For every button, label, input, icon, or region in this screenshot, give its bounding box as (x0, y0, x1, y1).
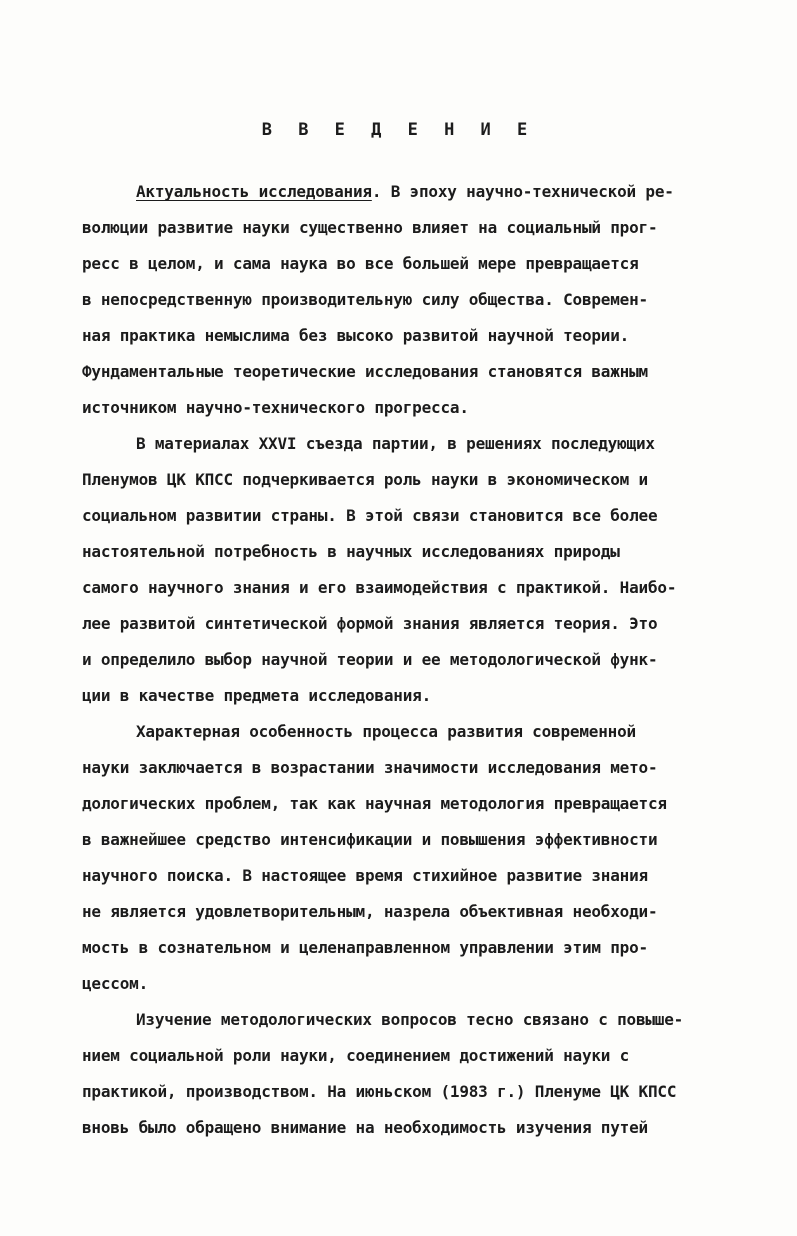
text-line: лее развитой синтетической формой знания является теория. Это (82, 614, 658, 633)
text-line: волюции развитие науки существенно влияет на социальный прог- (82, 218, 658, 237)
text-line: не является удовлетворительным, назрела объективная необходи- (82, 902, 658, 921)
text-line: и определило выбор научной теории и ее методологической функ- (82, 650, 658, 669)
text-line: вновь было обращено внимание на необходимость изучения путей (82, 1118, 648, 1137)
text-line: дологических проблем, так как научная методология превращается (82, 794, 667, 813)
text-line: в важнейшее средство интенсификации и повышения эффективности (82, 830, 658, 849)
text-line (136, 182, 674, 202)
heading-phrase: Актуальность исследования (136, 182, 372, 201)
text-line: ции в качестве предмета исследования. (82, 686, 432, 705)
text-line: в непосредственную производительную силу общества. Современ- (82, 290, 648, 309)
page-title: В В Е Д Е Н И Е (261, 120, 536, 140)
text-line: нием социальной роли науки, соединением достижений науки с (82, 1046, 630, 1065)
text-line: ная практика немыслима без высоко развитой научной теории. (82, 326, 630, 345)
text-line: социальном развитии страны. В этой связи становится все более (82, 506, 658, 525)
text-line: источником научно-технического прогресса. (82, 398, 469, 417)
text-line: ресс в целом, и сама наука во все большей мере превращается (82, 254, 639, 273)
text-line: Изучение методологических вопросов тесно связано с повыше- (136, 1010, 684, 1029)
text-line: цессом. (82, 974, 149, 993)
text-line: самого научного знания и его взаимодействия с практикой. Наибо- (82, 578, 677, 597)
text-line: Пленумов ЦК КПСС подчеркивается роль науки в экономическом и (82, 470, 648, 489)
text-line: настоятельной потребность в научных исследованиях природы (82, 542, 620, 561)
text-line-segment: . В эпоху научно-технической ре- (371, 182, 674, 201)
text-line: Фундаментальные теоретические исследования становятся важным (82, 362, 648, 381)
text-line: мость в сознательном и целенаправленном управлении этим про- (82, 938, 648, 957)
text-line: В материалах XXVI съезда партии, в решениях последующих (136, 434, 655, 453)
text-line: научного поиска. В настоящее время стихийное развитие знания (82, 866, 648, 885)
text-line: Характерная особенность процесса развития современной (136, 722, 636, 741)
text-line: практикой, производством. На июньском (1983 г.) Пленуме ЦК КПСС (82, 1082, 677, 1101)
text-line: науки заключается в возрастании значимости исследования мето- (82, 758, 658, 777)
